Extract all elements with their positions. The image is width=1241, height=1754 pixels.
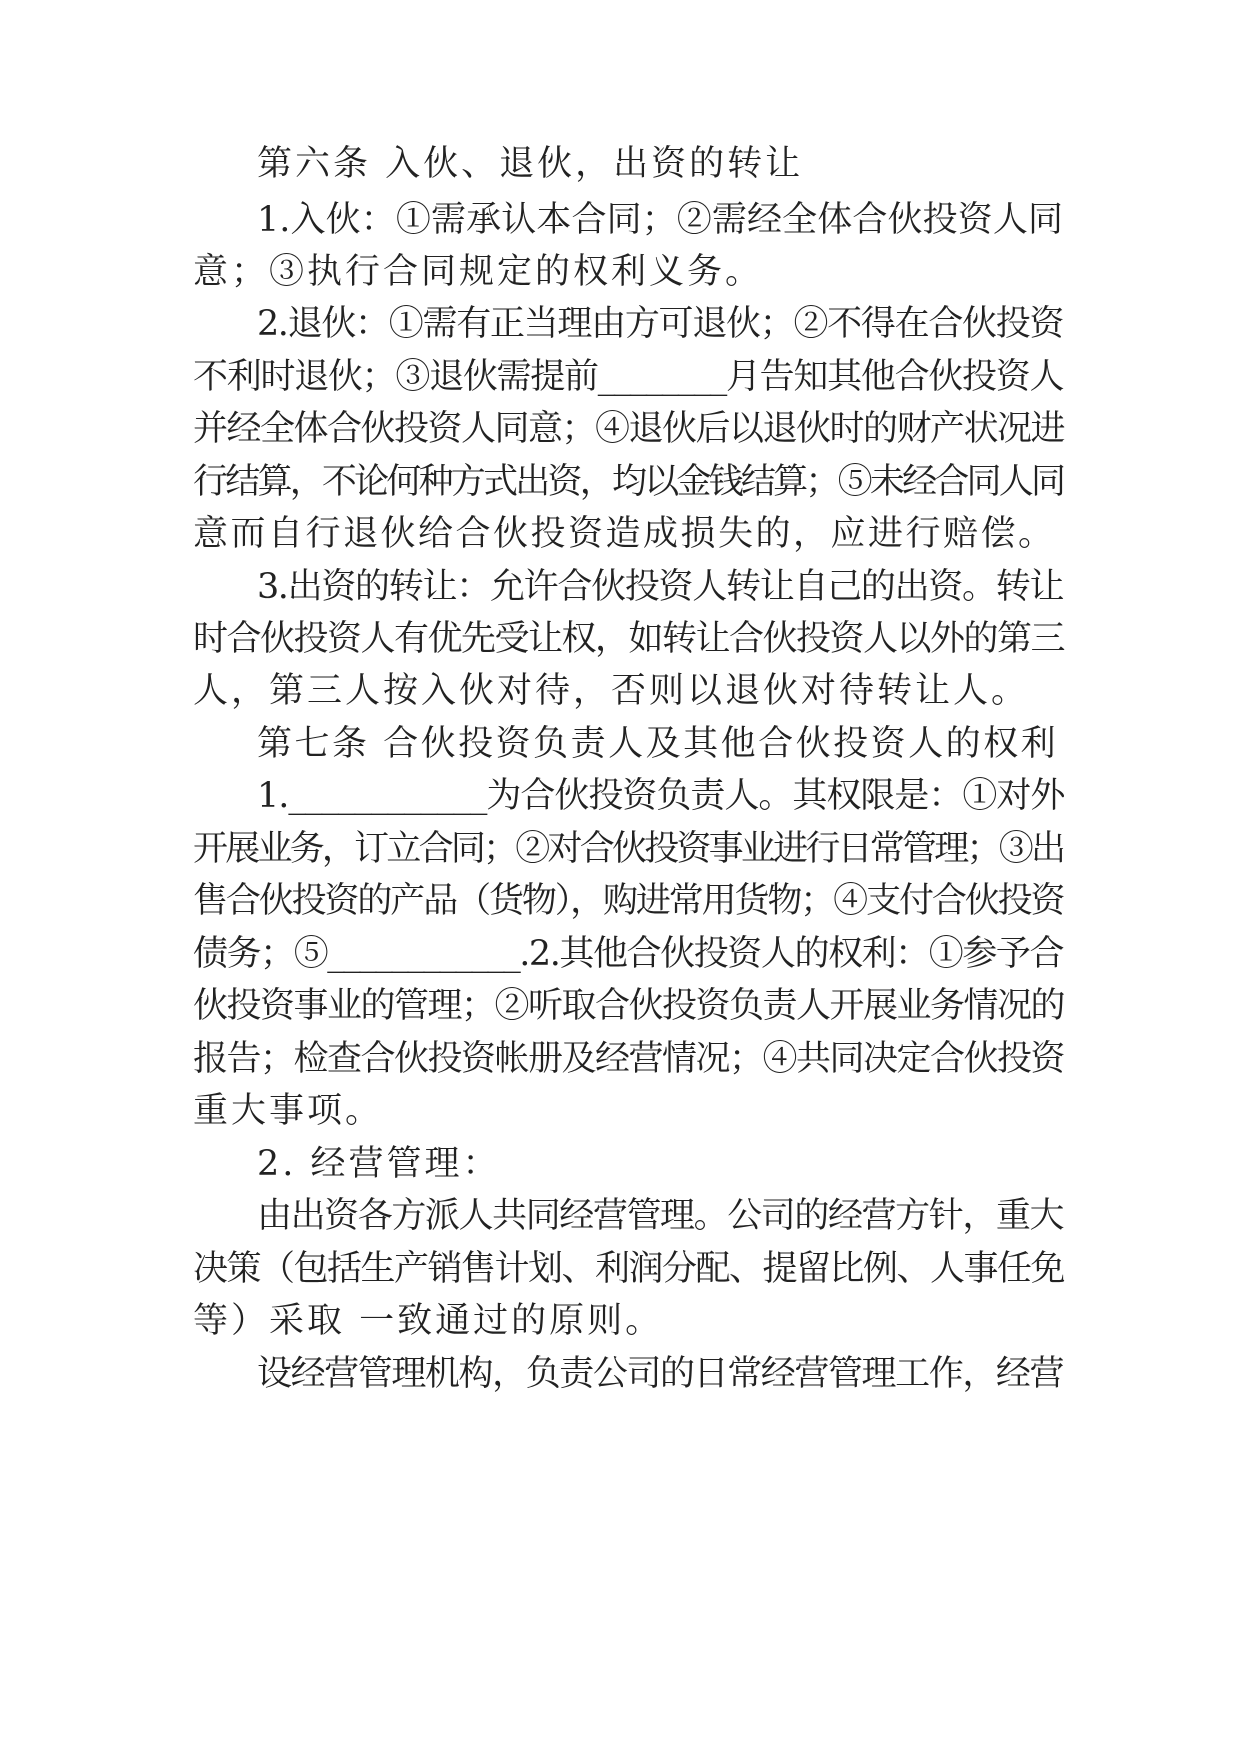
paragraph-line: 行结算，不论何种方式出资，均以金钱结算；⑤未经合同人同 <box>193 462 1063 502</box>
paragraph-line: 债务；⑤____________.2.其他合伙投资人的权利：①参予合 <box>193 934 1063 974</box>
section-heading-management: 2. 经营管理： <box>257 1144 501 1184</box>
paragraph-line: 人，第三人按入伙对待，否则以退伙对待转让人。 <box>193 671 1030 711</box>
paragraph-line: 2.退伙：①需有正当理由方可退伙；②不得在合伙投资 <box>257 304 1063 344</box>
heading-article-6: 第六条 入伙、退伙，出资的转让 <box>257 144 804 184</box>
paragraph-line: 意而自行退伙给合伙投资造成损失的，应进行赔偿。 <box>193 514 1056 554</box>
paragraph-line: 报告；检查合伙投资帐册及经营情况；④共同决定合伙投资 <box>193 1039 1065 1079</box>
paragraph-line: 并经全体合伙投资人同意；④退伙后以退伙时的财产状况进 <box>193 409 1065 449</box>
paragraph-line: 1.入伙：①需承认本合同；②需经全体合伙投资人同 <box>257 200 1063 240</box>
paragraph-line: 不利时退伙；③退伙需提前________月告知其他合伙投资人 <box>193 357 1063 397</box>
paragraph-line: 重大事项。 <box>193 1091 384 1131</box>
paragraph-line: 等）采取 一致通过的原则。 <box>193 1301 664 1341</box>
paragraph-line: 决策（包括生产销售计划、利润分配、提留比例、人事任免 <box>193 1249 1065 1289</box>
paragraph-line: 1.____________为合伙投资负责人。其权限是：①对外 <box>257 776 1065 816</box>
paragraph-line: 开展业务，订立合同；②对合伙投资事业进行日常管理；③出 <box>193 829 1063 869</box>
paragraph-line: 3.出资的转让：允许合伙投资人转让自己的出资。转让 <box>257 567 1063 607</box>
paragraph-line: 由出资各方派人共同经营管理。公司的经营方针，重大 <box>257 1196 1063 1236</box>
paragraph-line: 伙投资事业的管理；②听取合伙投资负责人开展业务情况的 <box>193 986 1065 1026</box>
paragraph-line: 时合伙投资人有优先受让权，如转让合伙投资人以外的第三 <box>193 619 1065 659</box>
paragraph-line: 售合伙投资的产品（货物），购进常用货物；④支付合伙投资 <box>193 881 1063 921</box>
paragraph-line: 意；③执行合同规定的权利义务。 <box>193 252 764 292</box>
heading-article-7: 第七条 合伙投资负责人及其他合伙投资人的权利 <box>257 724 1059 764</box>
paragraph-line: 设经营管理机构，负责公司的日常经营管理工作，经营 <box>257 1354 1063 1394</box>
